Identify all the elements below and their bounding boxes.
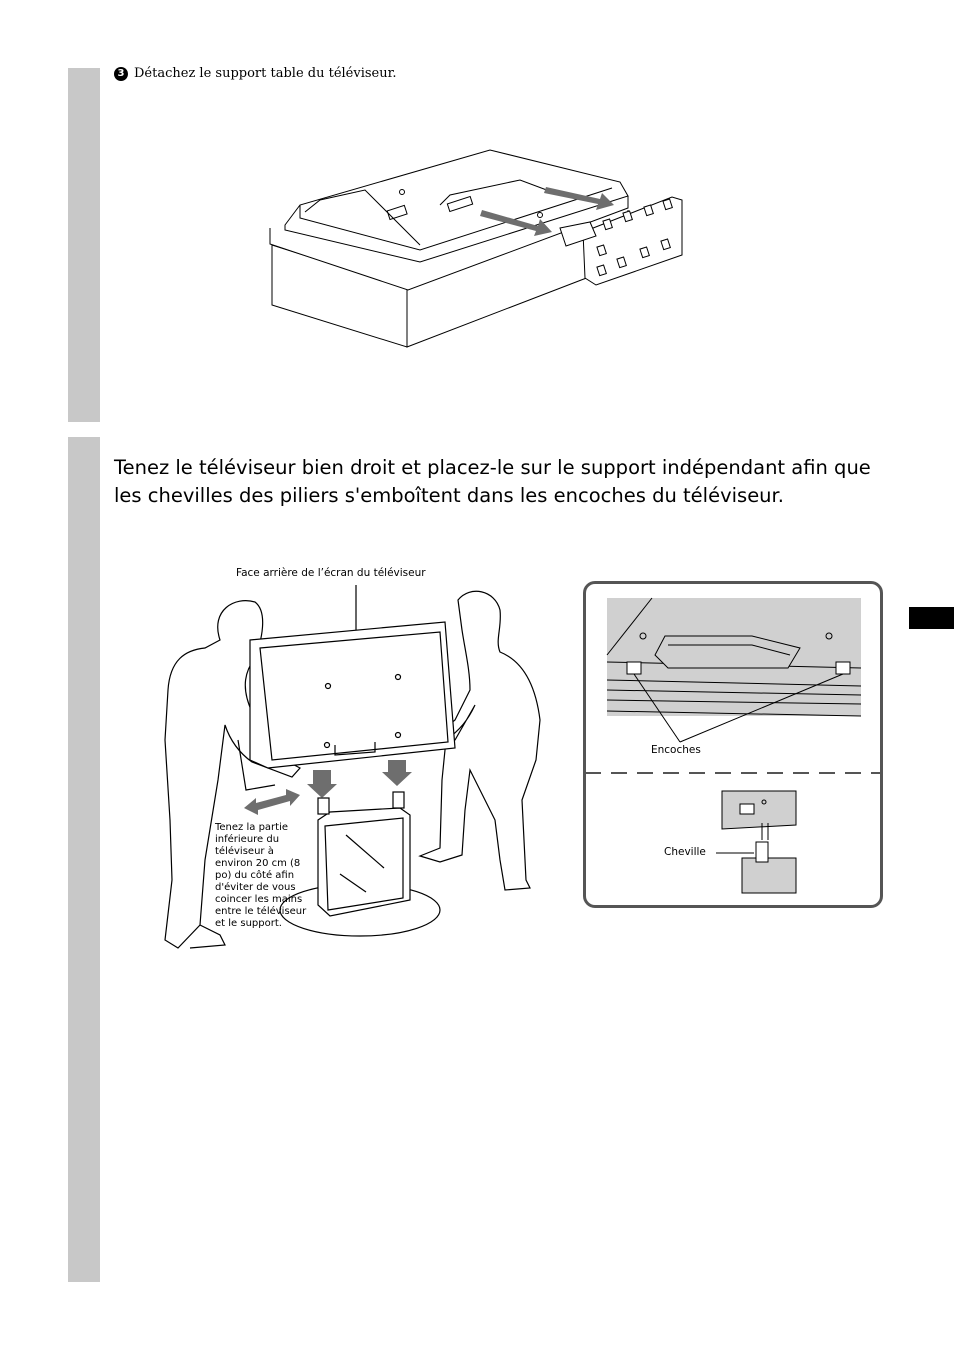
step-3-text: Détachez le support table du téléviseur. [134, 66, 397, 81]
notches-label: Encoches [651, 744, 701, 756]
step-number-badge: 3 [114, 67, 128, 81]
tv-rear-label: Face arrière de l’écran du téléviseur [236, 567, 426, 579]
hold-position-note: Tenez la partie inférieure du téléviseur à environ 20 cm (8 po) du côté afin d'éviter de vous coincer les mains entre le téléviseur et le support. [215, 822, 307, 929]
main-instruction: Tenez le téléviseur bien droit et placez-le sur le support indépendant afin que les chevilles des piliers s'emboîtent dans les encoches du téléviseur. [114, 456, 871, 507]
peg-label: Cheville [664, 846, 706, 858]
